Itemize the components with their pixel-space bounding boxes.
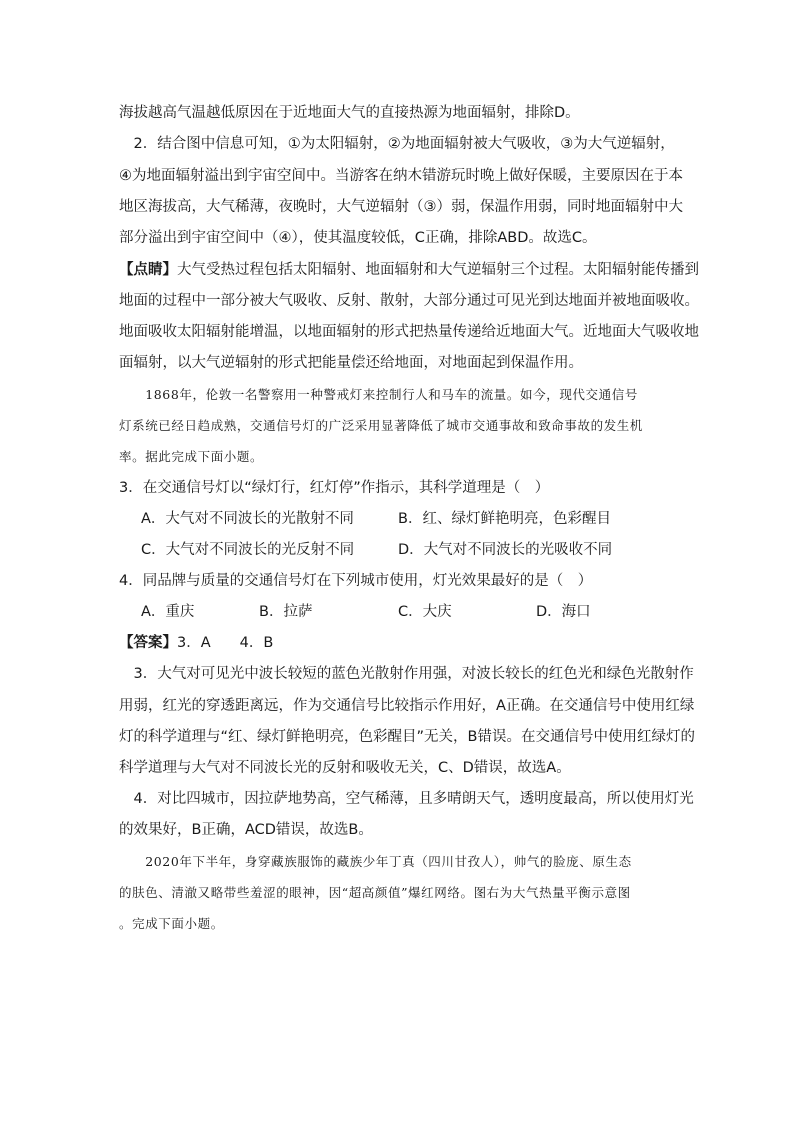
material-line: 灯系统已经日趋成熟，交通信号灯的广泛采用显著降低了城市交通事故和致命事故的发生机 <box>119 418 644 433</box>
material-line: 1868年，伦敦一名警察用一种警戒灯来控制行人和马车的流量。如今，现代交通信号 <box>119 387 638 402</box>
dianjing-line: 地面的过程中一部分被大气吸收、反射、散射，大部分通过可见光到达地面并被地面吸收。 <box>119 293 699 309</box>
question-4-option-b: B．拉萨 <box>259 604 313 620</box>
dianjing-text: 大气受热过程包括太阳辐射、地面辐射和大气逆辐射三个过程。太阳辐射能传播到 <box>177 262 699 278</box>
explanation-4-line: 的效果好，B正确，ACD错误，故选B。 <box>119 822 373 838</box>
material-line: 。完成下面小题。 <box>119 916 224 931</box>
dianjing-line <box>119 260 699 280</box>
material-line: 的肤色、清澈又略带些羞涩的眼神，因“超高颜值”爆红网络。图右为大气热量平衡示意图 <box>119 885 631 900</box>
answer-label: 【答案】 <box>119 635 177 651</box>
answer-line <box>119 633 675 653</box>
explanation-3-line: 用弱，红光的穿透距离远，作为交通信号比较指示作用好，A正确。在交通信号中使用红绿 <box>119 698 695 714</box>
question-3-stem: 3．在交通信号灯以“绿灯行，红灯停”作指示，其科学道理是（ ） <box>119 480 550 496</box>
question-3-option-b: B．红、绿灯鲜艳明亮，色彩醒目 <box>398 511 611 527</box>
question-4-stem: 4．同品牌与质量的交通信号灯在下列城市使用，灯光效果最好的是（ ） <box>119 573 593 589</box>
explanation-line: 部分溢出到宇宙空间中（④），使其温度较低，C正确，排除ABD。故选C。 <box>119 230 597 246</box>
explanation-line: ④为地面辐射溢出到宇宙空间中。当游客在纳木错游玩时晚上做好保暖，主要原因在于本 <box>119 168 683 184</box>
explanation-4-line: 4．对比四城市，因拉萨地势高，空气稀薄，且多晴朗天气，透明度最高，所以使用灯光 <box>119 791 694 807</box>
question-4-option-a: A．重庆 <box>141 604 195 620</box>
explanation-3-line: 科学道理与大气对不同波长光的反射和吸收无关，C、D错误，故选A。 <box>119 760 571 776</box>
explanation-line: 2．结合图中信息可知，①为太阳辐射，②为地面辐射被大气吸收，③为大气逆辐射， <box>119 136 675 152</box>
explanation-line: 海拔越高气温越低原因在于近地面大气的直接热源为地面辐射，排除D。 <box>119 105 580 121</box>
dianjing-line: 地面吸收太阳辐射能增温，以地面辐射的形式把热量传递给近地面大气。近地面大气吸收地 <box>119 324 699 340</box>
explanation-3-line: 3．大气对可见光中波长较短的蓝色光散射作用强，对波长较长的红色光和绿色光散射作 <box>119 666 694 682</box>
question-4-option-c: C．大庆 <box>398 604 452 620</box>
question-3-option-a: A．大气对不同波长的光散射不同 <box>141 511 354 527</box>
dianjing-line: 面辐射，以大气逆辐射的形式把能量偿还给地面，对地面起到保温作用。 <box>119 355 583 371</box>
question-3-option-c: C．大气对不同波长的光反射不同 <box>141 542 355 558</box>
dianjing-label: 【点睛】 <box>119 262 177 278</box>
material-line: 2020年下半年，身穿藏族服饰的藏族少年丁真（四川甘孜人），帅气的脸庞、原生态 <box>119 854 632 869</box>
question-3-option-d: D．大气对不同波长的光吸收不同 <box>398 542 613 558</box>
answer-text: 3．A 4．B <box>177 635 274 651</box>
explanation-3-line: 灯的科学道理与“红、绿灯鲜艳明亮，色彩醒目”无关，B错误。在交通信号中使用红绿灯的 <box>119 729 695 745</box>
question-4-option-d: D．海口 <box>536 604 591 620</box>
material-line: 率。据此完成下面小题。 <box>119 449 264 464</box>
explanation-line: 地区海拔高，大气稀薄，夜晚时，大气逆辐射（③）弱，保温作用弱，同时地面辐射中大 <box>119 199 683 215</box>
